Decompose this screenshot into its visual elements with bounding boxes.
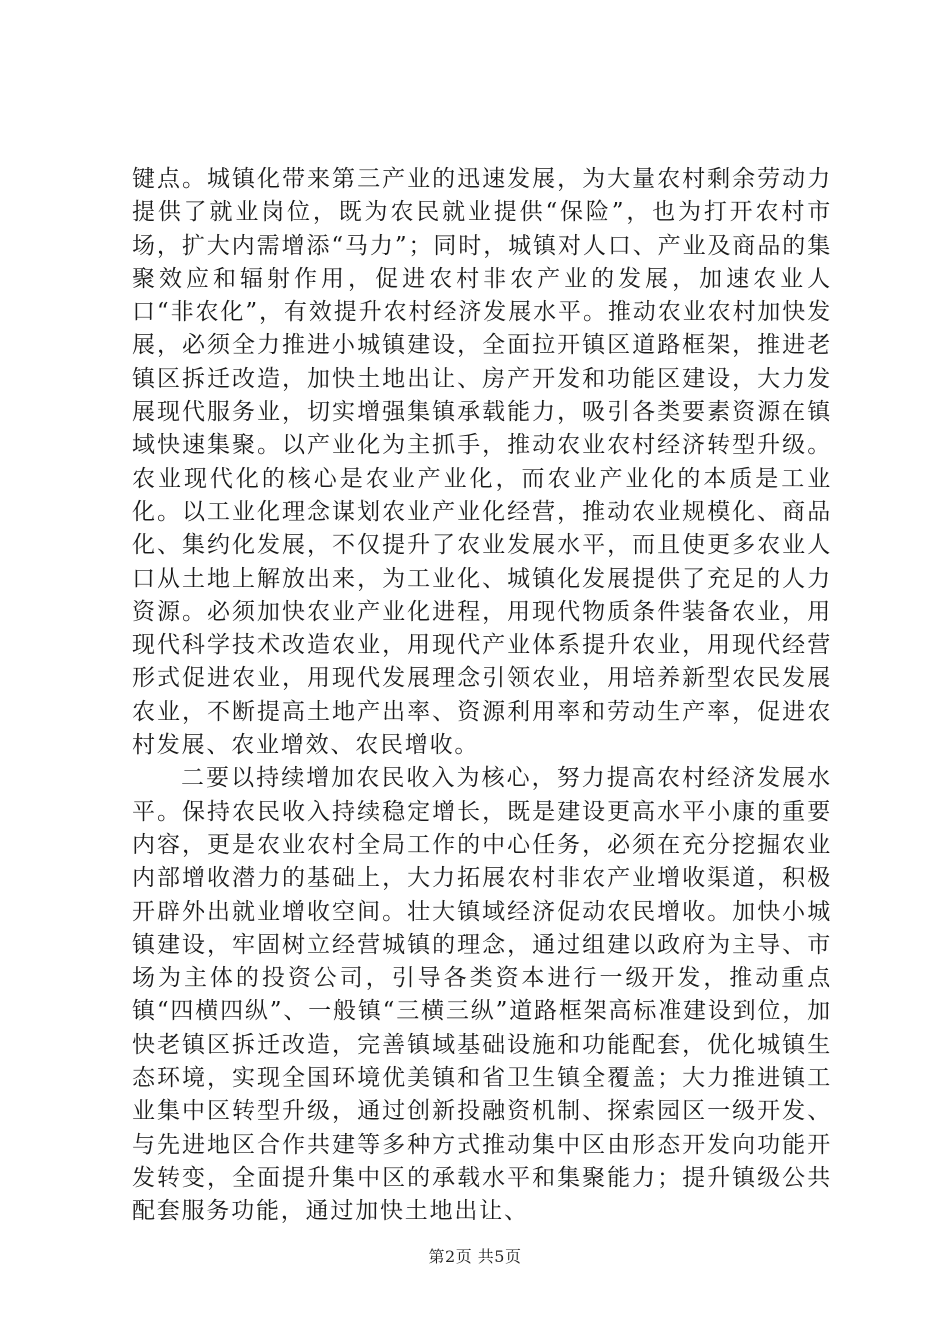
page-footer: 第2页 共5页 <box>428 1247 522 1266</box>
body-text <box>132 163 832 1229</box>
paragraph-2: 二要以持续增加农民收入为核心，努力提高农村经济发展水平。保持农民收入持续稳定增长，既是建设更高水平小康的重要内容，更是农业农村全局工作的中心任务，必须在充分挖掘农业内部增收潜力的基础上，大力拓展农村非农产业增收渠道，积极开辟外出就业增收空间。壮大镇域经济促动农民增收。加快小城镇建设，牢固树立经营城镇的理念，通过组建以政府为主导、市场为主体的投资公司，引导各类资本进行一级开发，推动重点镇“四横四纵”、一般镇“三横三纵”道路框架高标准建设到位，加快老镇区拆迁改造，完善镇域基础设施和功能配套，优化城镇生态环境，实现全国环境优美镇和省卫生镇全覆盖；大力推进镇工业集中区转型升级，通过创新投融资机制、探索园区一级开发、与先进地区合作共建等多种方式推动集中区由形态开发向功能开发转变，全面提升集中区的承载水平和集聚能力；提升镇级公共配套服务功能，通过加快土地出让、 <box>132 765 832 1225</box>
paragraph-1: 键点。城镇化带来第三产业的迅速发展，为大量农村剩余劳动力提供了就业岗位，既为农民就业提供“保险”，也为打开农村市场，扩大内需增添“马力”；同时，城镇对人口、产业及商品的集聚效应和辐射作用，促进农村非农产业的发展，加速农业人口“非农化”，有效提升农村经济发展水平。推动农业农村加快发展，必须全力推进小城镇建设，全面拉开镇区道路框架，推进老镇区拆迁改造，加快土地出让、房产开发和功能区建设，大力发展现代服务业，切实增强集镇承载能力，吸引各类要素资源在镇域快速集聚。以产业化为主抓手，推动农业农村经济转型升级。农业现代化的核心是农业产业化，而农业产业化的本质是工业化。以工业化理念谋划农业产业化经营，推动农业规模化、商品化、集约化发展，不仅提升了农业发展水平，而且使更多农业人口从土地上解放出来，为工业化、城镇化发展提供了充足的人力资源。必须加快农业产业化进程，用现代物质条件装备农业，用现代科学技术改造农业，用现代产业体系提升农业，用现代经营形式促进农业，用现代发展理念引领农业，用培养新型农民发展农业，不断提高土地产出率、资源利用率和劳动生产率，促进农村发展、农业增效、农民增收。 <box>132 166 832 759</box>
